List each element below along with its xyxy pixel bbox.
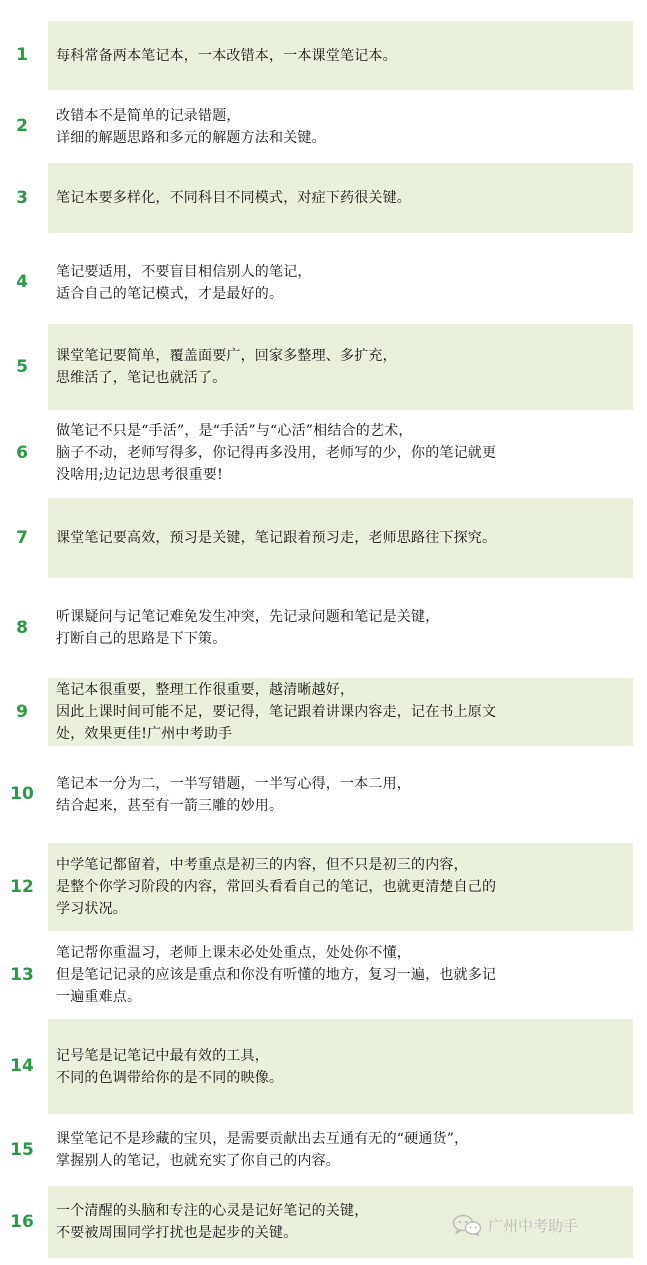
item-text-line: 掌握别人的笔记，也就充实了你自己的内容。 — [56, 1153, 340, 1169]
item-number: 6 — [16, 443, 28, 463]
list-item — [0, 243, 647, 322]
item-text-line: 笔记本一分为二，一半写错题，一半写心得，一本二用， — [56, 775, 411, 792]
watermark-text: 广州中考助手 — [488, 1216, 579, 1235]
item-text-box — [48, 678, 633, 746]
item-number: 1 — [16, 45, 28, 65]
item-number: 15 — [10, 1140, 34, 1160]
item-text-line: 笔记要适用，不要盲目相信别人的笔记， — [56, 263, 312, 280]
list-item — [0, 21, 647, 90]
item-text-line: 处，效果更佳!广州中考助手 — [56, 726, 233, 742]
list-item — [0, 498, 647, 578]
item-text-box — [48, 410, 633, 496]
item-text-box — [48, 163, 633, 233]
item-number: 5 — [16, 357, 28, 377]
item-text-line: 课堂笔记要简单，覆盖面要广，回家多整理、多扩充， — [56, 348, 397, 364]
item-text-box — [48, 92, 633, 161]
item-text-line: 做笔记不只是“手活”，是“手活”与“心活”相结合的艺术， — [56, 423, 413, 439]
item-text-box — [48, 1019, 633, 1114]
item-text-box — [48, 1114, 633, 1186]
item-text-box — [48, 578, 633, 678]
item-text-line: 适合自己的笔记模式，才是最好的。 — [56, 285, 284, 302]
item-number: 4 — [16, 272, 28, 292]
item-text-line: 不同的色调带给你的是不同的映像。 — [56, 1069, 284, 1086]
item-text-line: 一个清醒的头脑和专注的心灵是记好笔记的关键， — [56, 1203, 369, 1219]
item-text-line: 思维活了，笔记也就活了。 — [56, 370, 227, 386]
item-text-line: 笔记本要多样化，不同科目不同模式，对症下药很关键。 — [56, 190, 411, 206]
item-text-line: 课堂笔记不是珍藏的宝贝，是需要贡献出去互通有无的“硬通货”， — [56, 1131, 469, 1147]
item-number: 3 — [16, 188, 28, 208]
list-item — [0, 1114, 647, 1186]
item-text-line: 不要被周围同学打扰也是起步的关键。 — [56, 1225, 298, 1241]
item-number: 14 — [10, 1056, 34, 1076]
item-text-box — [48, 324, 633, 410]
item-text-line: 结合起来，甚至有一箭三雕的妙用。 — [56, 797, 284, 814]
item-text-line: 每科常备两本笔记本，一本改错本，一本课堂笔记本。 — [56, 47, 397, 64]
item-number: 8 — [16, 618, 28, 638]
list-item — [0, 410, 647, 496]
list-item — [0, 324, 647, 410]
item-text-line: 笔记本很重要，整理工作很重要，越清晰越好， — [56, 682, 355, 698]
item-number: 12 — [10, 877, 34, 897]
list-item — [0, 746, 647, 843]
item-number: 13 — [10, 965, 34, 985]
item-text-line: 学习状况。 — [56, 901, 127, 917]
list-item — [0, 678, 647, 746]
item-text-line: 详细的解题思路和多元的解题方法和关键。 — [56, 129, 326, 146]
item-number: 16 — [10, 1212, 34, 1232]
item-text-box — [48, 21, 633, 90]
item-text-box — [48, 931, 633, 1019]
wechat-icon — [452, 1214, 482, 1236]
item-text-box — [48, 243, 633, 322]
item-text-line: 改错本不是简单的记录错题， — [56, 107, 241, 124]
item-text-line: 一遍重难点。 — [56, 989, 142, 1005]
list-item — [0, 843, 647, 931]
item-text-line: 打断自己的思路是下下策。 — [56, 631, 227, 647]
item-text-line: 是整个你学习阶段的内容，常回头看看自己的笔记，也就更清楚自己的 — [56, 879, 497, 895]
item-number: 10 — [10, 784, 34, 804]
item-text-box — [48, 746, 633, 843]
item-number: 9 — [16, 702, 28, 722]
item-text-line: 脑子不动，老师写得多，你记得再多没用，老师写的少，你的笔记就更 — [56, 445, 497, 461]
list-item — [0, 931, 647, 1019]
list-item — [0, 92, 647, 161]
item-text-line: 没啥用;边记边思考很重要! — [56, 467, 223, 483]
list-item — [0, 578, 647, 678]
item-text-line: 听课疑问与记笔记难免发生冲突，先记录问题和笔记是关键， — [56, 609, 440, 625]
list-item — [0, 163, 647, 233]
item-text-line: 课堂笔记要高效，预习是关键，笔记跟着预习走，老师思路往下探究。 — [56, 530, 497, 546]
item-text-line: 记号笔是记笔记中最有效的工具， — [56, 1047, 269, 1064]
item-text-line: 笔记帮你重温习，老师上课未必处处重点，处处你不懂， — [56, 945, 411, 961]
watermark — [452, 1214, 578, 1236]
item-text-line: 但是笔记记录的应该是重点和你没有听懂的地方，复习一遍，也就多记 — [56, 967, 497, 983]
list-item — [0, 1019, 647, 1114]
item-text-box — [48, 843, 633, 931]
item-text-box — [48, 498, 633, 578]
item-number: 2 — [16, 116, 28, 136]
item-text-line: 中学笔记都留着，中考重点是初三的内容，但不只是初三的内容， — [56, 857, 468, 873]
item-number: 7 — [16, 528, 28, 548]
item-text-line: 因此上课时间可能不足，要记得，笔记跟着讲课内容走，记在书上原文 — [56, 704, 497, 720]
